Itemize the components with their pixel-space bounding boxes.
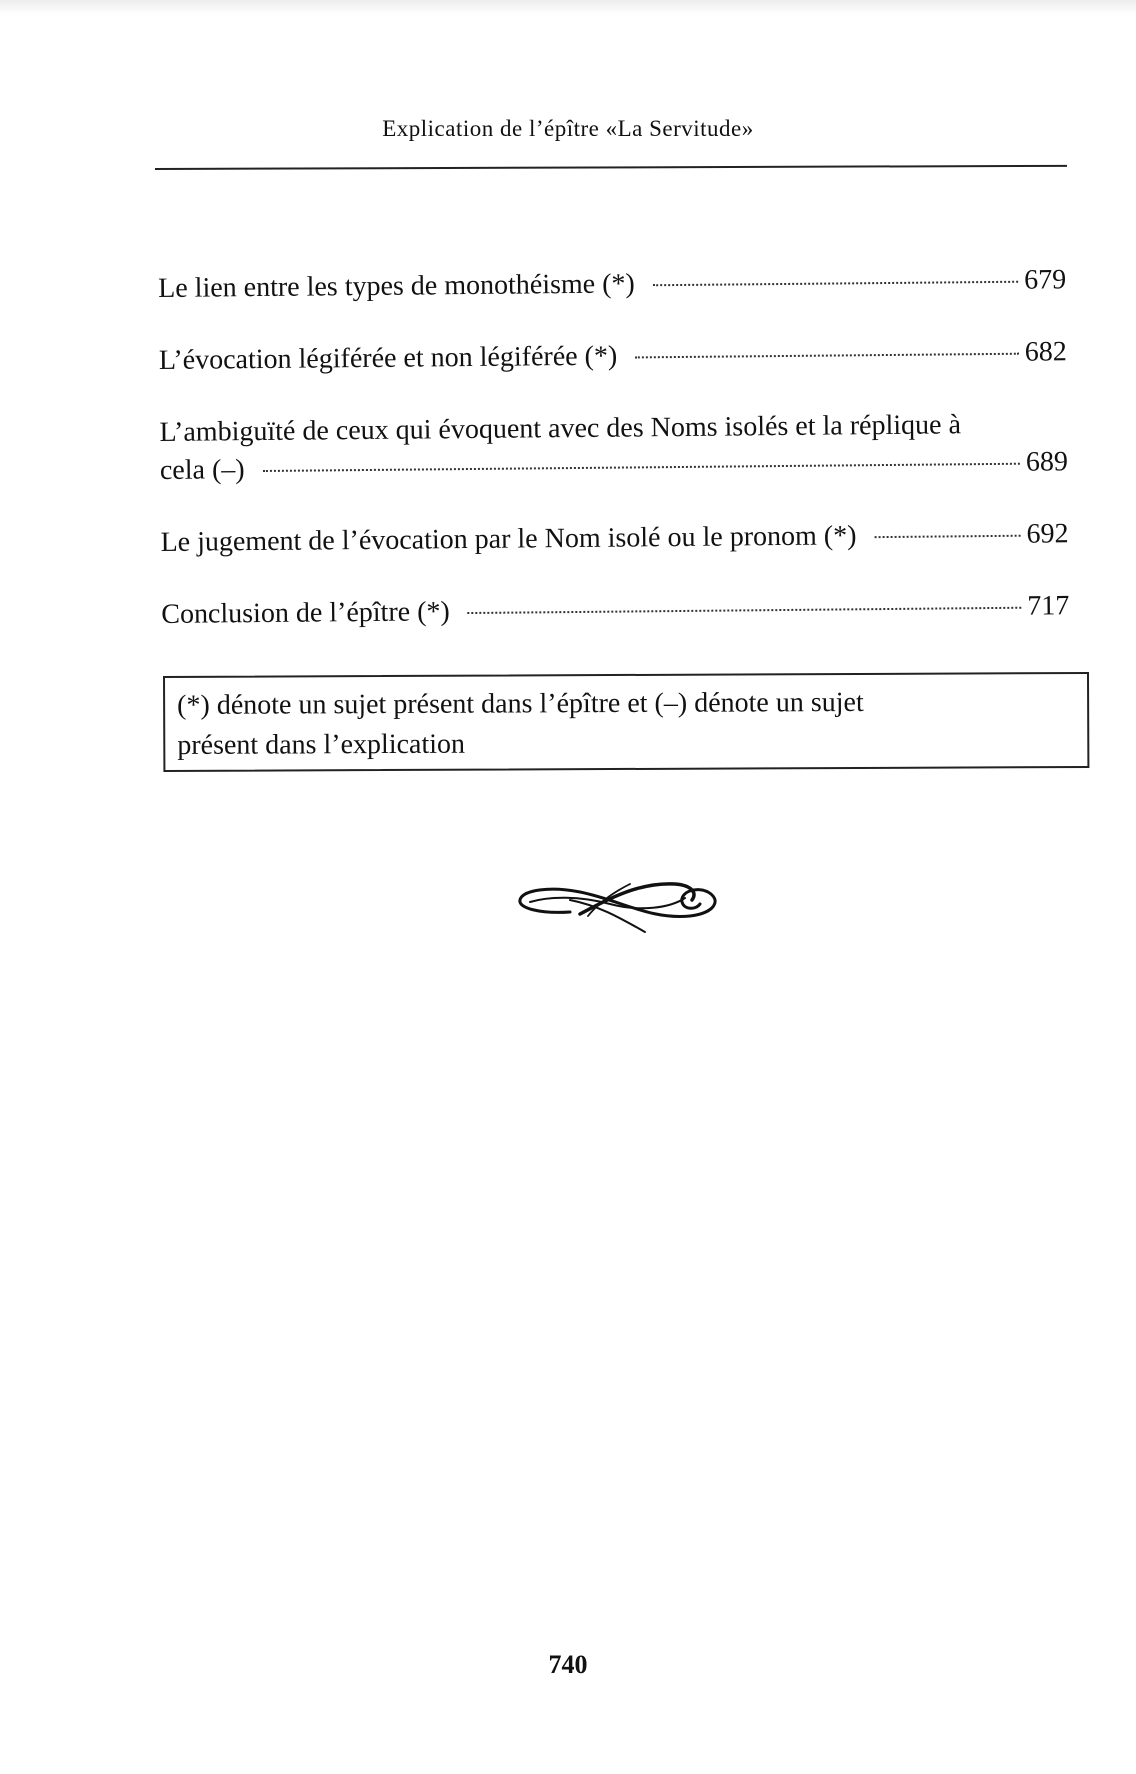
dot-leader (635, 353, 1019, 359)
toc-entry (159, 405, 1068, 490)
dot-leader (263, 463, 1020, 472)
dot-leader (874, 535, 1020, 538)
toc-entry-page: 717 (1027, 590, 1070, 622)
toc-entry-title: Conclusion de l’épître (*) (161, 596, 450, 630)
toc-entry-page: 682 (1024, 336, 1067, 368)
toc-entry (159, 333, 1067, 380)
note-line-2: présent dans l’explication (177, 728, 466, 761)
legend-note-box (163, 672, 1089, 772)
dot-leader (468, 607, 1022, 614)
toc-entry-page: 689 (1025, 446, 1069, 478)
page-number: 740 (548, 1650, 588, 1679)
toc-entry (161, 587, 1069, 634)
scan-top-shade (0, 0, 1136, 14)
toc-entry (158, 261, 1066, 308)
toc-entry-title: cela (–) (159, 454, 245, 486)
header-rule (155, 165, 1067, 170)
toc-entry-title: L’évocation légiférée et non légiférée (*) (158, 340, 618, 376)
toc-entry (160, 515, 1068, 562)
table-of-contents (158, 261, 1070, 668)
toc-entry-page: 679 (1023, 264, 1067, 296)
toc-entry-page: 692 (1026, 518, 1069, 550)
flourish-ornament-icon (510, 870, 730, 940)
toc-entry-title: Le jugement de l’évocation par le Nom isolé ou le pronom (*) (160, 520, 857, 558)
dot-leader (653, 281, 1018, 287)
note-line-1: (*) dénote un sujet présent dans l’épître et (–) dénote un sujet (177, 686, 864, 721)
running-header: Explication de l’épître «La Servitude» (382, 116, 754, 141)
toc-entry-title: Le lien entre les types de monothéisme (*) (158, 268, 635, 304)
toc-entry-title-line1: L’ambiguïté de ceux qui évoquent avec des Noms isolés et la réplique à (159, 409, 962, 448)
